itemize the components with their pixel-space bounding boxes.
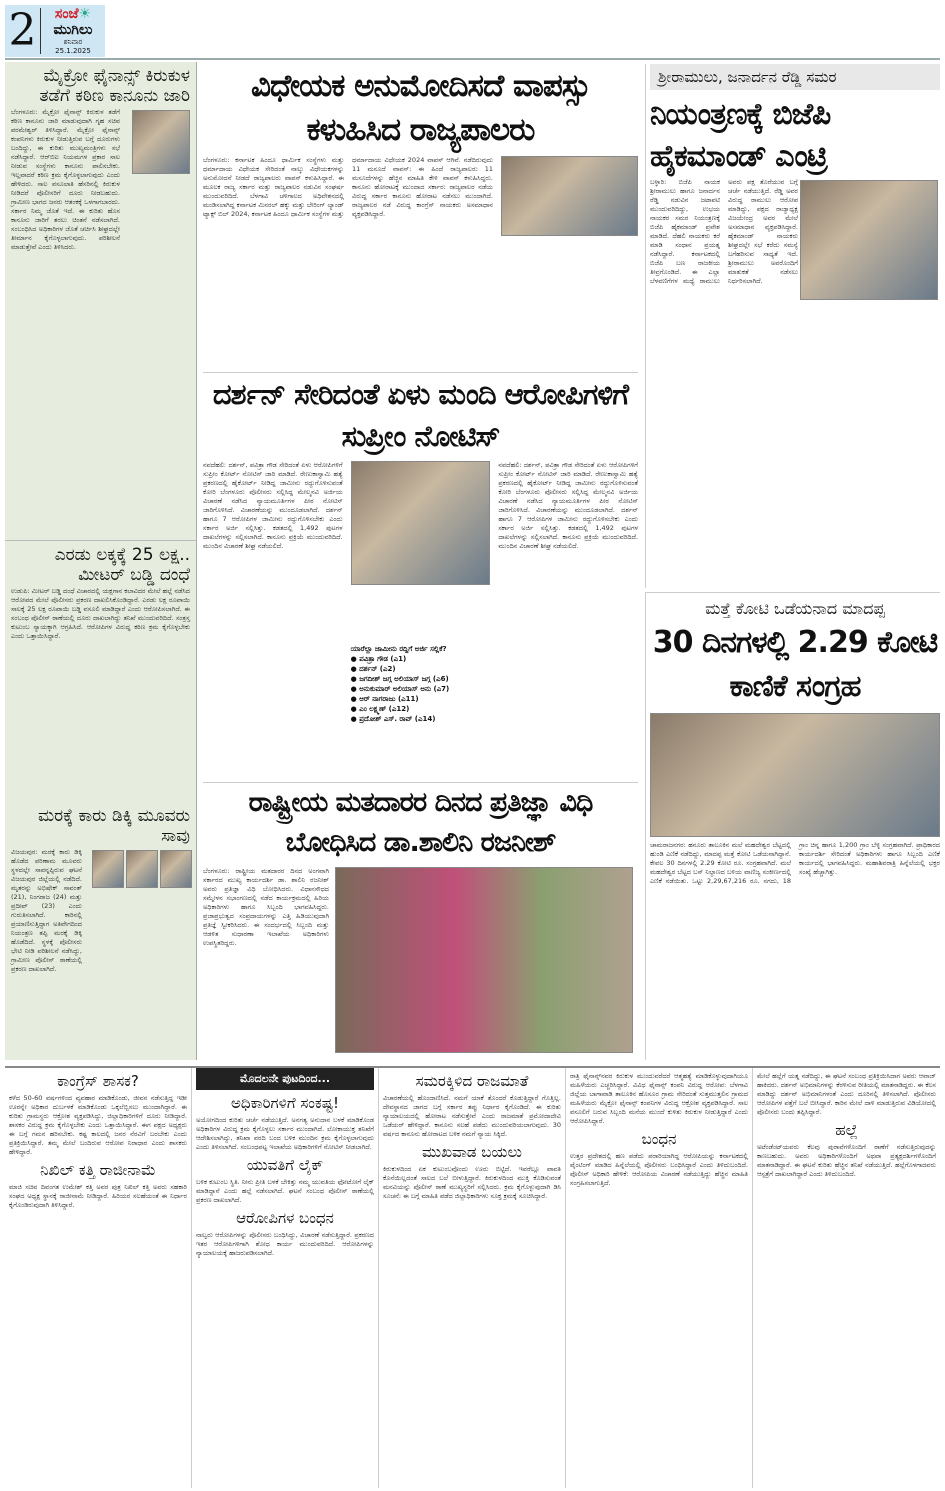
headline: ಮೈಕ್ರೋ ಫೈನಾನ್ಸ್ ಕಿರುಕುಳ ತಡೆಗೆ ಕಠಿಣ ಕಾನೂನು ಜಾರಿ (39, 66, 190, 106)
article-body: ನವದೆಹಲಿ: ದರ್ಶನ್, ಪವಿತ್ರಾ ಗೌಡ ಸೇರಿದಂತೆ ಏಳು ಆರೋಪಿಗಳಿಗೆ ಸುಪ್ರೀಂ ಕೋರ್ಟ್ ನೋಟಿಸ್ ಜಾರಿ ಮಾಡಿದೆ. ರೇಣುಕಾಸ್ವಾಮಿ ಹತ್ಯೆ ಪ್ರಕರಣದಲ್ಲಿ ಹೈಕೋರ್ಟ್ ನೀಡಿದ್ದ ಜಾಮೀನು ರದ್ದುಗೊಳಿಸುವಂತೆ ಕೋರಿ ಬೆಂಗಳೂರು ಪೊಲೀಸರು ಸಲ್ಲಿಸಿದ್ದ ಮೇಲ್ಮನವಿ ಅರ್ಜಿಯ ವಿಚಾರಣೆ ನಡೆಸಿದ ನ್ಯಾಯಮೂರ್ತಿಗಳ ಪೀಠ ನೋಟಿಸ್ ಜಾರಿಗೊಳಿಸಿದೆ. ವಿಚಾರಣೆಯನ್ನು ಮುಂದೂಡಲಾಗಿದೆ. ದರ್ಶನ್ ಹಾಗೂ 7 ಆರೋಪಿಗಳ ಜಾಮೀನು ರದ್ದುಗೊಳಿಸಬೇಕು ಎಂದು ಸರ್ಕಾರ ಅರ್ಜಿ ಸಲ್ಲಿಸಿತ್ತು. ಕಡತದಲ್ಲಿ 1,492 ಪುಟಗಳ ದಾಖಲೆಗಳನ್ನು ಸಲ್ಲಿಸಲಾಗಿದೆ. ಕಾನೂನು ಪ್ರಕ್ರಿಯೆ ಮುಂದುವರಿದಿದೆ. ಮುಂದಿನ ವಿಚಾರಣೆ ಶೀಘ್ರ ನಡೆಯಲಿದೆ. (203, 461, 343, 550)
article-body: ನಾಲ್ವರು ಆರೋಪಿಗಳನ್ನು ಪೊಲೀಸರು ಬಂಧಿಸಿದ್ದು, ವಿಚಾರಣೆ ನಡೆಸುತ್ತಿದ್ದಾರೆ. ಪ್ರಕರಣದ ಇತರ ಆರೋಪಿಗಳಿಗಾಗಿ ಶೋಧ ಕಾರ್ಯ ಮುಂದುವರಿದಿದೆ. ಆರೋಪಿಗಳನ್ನು ನ್ಯಾಯಾಲಯಕ್ಕೆ ಹಾಜರುಪಡಿಸಲಾಗಿದೆ. (196, 1231, 374, 1257)
article-voters-day (203, 782, 638, 1060)
article-body: ಬೆಂಗಳೂರು: ರಾಷ್ಟ್ರೀಯ ಮತದಾರರ ದಿನದ ಅಂಗವಾಗಿ ಸರ್ಕಾರದ ಮುಖ್ಯ ಕಾರ್ಯದರ್ಶಿ ಡಾ. ಶಾಲಿನಿ ರಜನೀಶ್ ಅವರು ಪ್ರತಿಜ್ಞಾ ವಿಧಿ ಬೋಧಿಸಿದರು. ವಿಧಾನಸೌಧದ ಸಮ್ಮೇಳನ ಸಭಾಂಗಣದಲ್ಲಿ ನಡೆದ ಕಾರ್ಯಕ್ರಮದಲ್ಲಿ ಹಿರಿಯ ಅಧಿಕಾರಿಗಳು ಹಾಗೂ ಸಿಬ್ಬಂದಿ ಭಾಗವಹಿಸಿದ್ದರು. ಪ್ರಜಾಪ್ರಭುತ್ವದ ಸಂಪ್ರದಾಯಗಳನ್ನು ಎತ್ತಿ ಹಿಡಿಯುವುದಾಗಿ ಪ್ರತಿಜ್ಞೆ ಸ್ವೀಕರಿಸಿದರು. ಈ ಸಂದರ್ಭದಲ್ಲಿ ಸಿಬ್ಬಂದಿ ಮತ್ತು ಆಡಳಿತ ಸುಧಾರಣಾ ಇಲಾಖೆಯ ಅಧಿಕಾರಿಗಳು ಉಪಸ್ಥಿತರಿದ್ದರು. (203, 867, 329, 947)
kicker: ಶ್ರೀರಾಮುಲು, ಜನಾರ್ದನ ರೆಡ್ಡಿ ಸಮರ (650, 64, 940, 90)
day: ಶನಿವಾರ (63, 38, 83, 46)
header-rule (5, 58, 940, 60)
bottom-section (5, 1066, 940, 1488)
headline: ಎರಡು ಲಕ್ಕಕ್ಕೆ 25 ಲಕ್ಷ.. ಮೀಟರ್ ಬಡ್ಡಿ ದಂಧೆ (54, 545, 190, 585)
article-meter-interest (5, 540, 196, 802)
article-body: ಚಾಮರಾಜನಗರ: ಹನೂರು ತಾಲೂಕಿನ ಮಲೆ ಮಹದೇಶ್ವರ ಬೆಟ್ಟದಲ್ಲಿ ಹುಂಡಿ ಎಣಿಕೆ ನಡೆದಿದ್ದು, ಮಾದಪ್ಪ ಮತ್ತೆ ಕೋಟಿ ಒಡೆಯನಾಗಿದ್ದಾನೆ. ಕೇವಲ 30 ದಿನಗಳಲ್ಲಿ 2.29 ಕೋಟಿ ರೂ. ಸಂಗ್ರಹವಾಗಿದೆ. ಮಲೆ ಮಹದೇಶ್ವರ ಬೆಟ್ಟದ ಬಸ್ ನಿಲ್ದಾಣದ ಬಳಿಯ ವಾಣಿಜ್ಯ ಸಂಕೀರ್ಣದಲ್ಲಿ ಎಣಿಕೆ ನಡೆಯಿತು. ಒಟ್ಟು 2,29,67,216 ರೂ. ನಗದು, 18 ಗ್ರಾಂ ಚಿನ್ನ ಹಾಗೂ 1,200 ಗ್ರಾಂ ಬೆಳ್ಳಿ ಸಂಗ್ರಹವಾಗಿದೆ. ಪ್ರಾಧಿಕಾರದ ಕಾರ್ಯದರ್ಶಿ ಸೇರಿದಂತೆ ಅಧಿಕಾರಿಗಳು ಹಾಗೂ ಸಿಬ್ಬಂದಿ ಎಣಿಕೆ ಕಾರ್ಯದಲ್ಲಿ ಭಾಗವಹಿಸಿದ್ದರು. ಮಹಾಶಿವರಾತ್ರಿ ಹಿನ್ನೆಲೆಯಲ್ಲಿ ಭಕ್ತರ ಸಂಖ್ಯೆ ಹೆಚ್ಚಾಗಿತ್ತು. (650, 841, 940, 885)
continued-banner: ಮೊದಲನೇ ಪುಟದಿಂದ... (196, 1068, 374, 1090)
accused-list (351, 654, 491, 724)
subhead: ಸಮರಕ್ಕಿಳಿದ ರಾಜಮಾತೆ (415, 1072, 529, 1090)
lead-headline: ವಿಧೇಯಕ ಅನುಮೋದಿಸದೆ ವಾಪಸ್ಸು ಕಳುಹಿಸಿದ ರಾಜ್ಯಪಾಲರು (250, 68, 591, 148)
article-body-continued: ನವದೆಹಲಿ: ದರ್ಶನ್, ಪವಿತ್ರಾ ಗೌಡ ಸೇರಿದಂತೆ ಏಳು ಆರೋಪಿಗಳಿಗೆ ಸುಪ್ರೀಂ ಕೋರ್ಟ್ ನೋಟಿಸ್ ಜಾರಿ ಮಾಡಿದೆ. ರೇಣುಕಾಸ್ವಾಮಿ ಹತ್ಯೆ ಪ್ರಕರಣದಲ್ಲಿ ಹೈಕೋರ್ಟ್ ನೀಡಿದ್ದ ಜಾಮೀನು ರದ್ದುಗೊಳಿಸುವಂತೆ ಕೋರಿ ಬೆಂಗಳೂರು ಪೊಲೀಸರು ಸಲ್ಲಿಸಿದ್ದ ಮೇಲ್ಮನವಿ ಅರ್ಜಿಯ ವಿಚಾರಣೆ ನಡೆಸಿದ ನ್ಯಾಯಮೂರ್ತಿಗಳ ಪೀಠ ನೋಟಿಸ್ ಜಾರಿಗೊಳಿಸಿದೆ. ವಿಚಾರಣೆಯನ್ನು ಮುಂದೂಡಲಾಗಿದೆ. ದರ್ಶನ್ ಹಾಗೂ 7 ಆರೋಪಿಗಳ ಜಾಮೀನು ರದ್ದುಗೊಳಿಸಬೇಕು ಎಂದು ಸರ್ಕಾರ ಅರ್ಜಿ ಸಲ್ಲಿಸಿತ್ತು. ಕಡತದಲ್ಲಿ 1,492 ಪುಟಗಳ ದಾಖಲೆಗಳನ್ನು ಸಲ್ಲಿಸಲಾಗಿದೆ. ಕಾನೂನು ಪ್ರಕ್ರಿಯೆ ಮುಂದುವರಿದಿದೆ. ಮುಂದಿನ ವಿಚಾರಣೆ ಶೀಘ್ರ ನಡೆಯಲಿದೆ. (498, 461, 638, 550)
article-microfinance (5, 62, 196, 540)
headline: 30 ದಿನಗಳಲ್ಲಿ 2.29 ಕೋಟಿ ಕಾಣಿಕೆ ಸಂಗ್ರಹ (652, 625, 938, 704)
subhead: ನಿಖಿಲ್ ಕತ್ತಿ ರಾಜೀನಾಮೆ (40, 1161, 156, 1179)
article-body: ವಿಜಯಪುರ: ಮರಕ್ಕೆ ಕಾರು ಡಿಕ್ಕಿ ಹೊಡೆದ ಪರಿಣಾಮ ಮೂವರು ಸ್ಥಳದಲ್ಲೇ ಸಾವನ್ನಪ್ಪಿರುವ ಘಟನೆ ವಿಜಯಪುರ ಜಿಲ್ಲೆಯಲ್ಲಿ ನಡೆದಿದೆ. ಮೃತರನ್ನು ಅಭಿಷೇಕ್ ಸಾವಂತ್ (21), ನಿಂಗರಾಜ (24) ಮತ್ತು ಪ್ರದೀಪ್ (23) ಎಂದು ಗುರುತಿಸಲಾಗಿದೆ. ಕಾರಿನಲ್ಲಿ ಪ್ರಯಾಣಿಸುತ್ತಿದ್ದಾಗ ಅತಿವೇಗದಿಂದ ನಿಯಂತ್ರಣ ತಪ್ಪಿ ಮರಕ್ಕೆ ಡಿಕ್ಕಿ ಹೊಡೆದಿದೆ. ಸ್ಥಳಕ್ಕೆ ಪೊಲೀಸರು ಭೇಟಿ ನೀಡಿ ಪರಿಶೀಲನೆ ನಡೆಸಿದ್ದು, ಗ್ರಾಮೀಣ ಪೊಲೀಸ್ ಠಾಣೆಯಲ್ಲಿ ಪ್ರಕರಣ ದಾಖಲಾಗಿದೆ. (11, 848, 82, 973)
list-item: ● ದರ್ಶನ್ (ಎ2) (351, 664, 491, 674)
victim-photo (160, 850, 192, 888)
article-body: ಮೇಲೆ ಹಲ್ಲೆಗೆ ಯತ್ನ ನಡೆದಿದ್ದು, ಈ ಘಟನೆ ಸಂಬಂಧ ಪ್ರತಿಕ್ರಿಯಿಸಿದಾಗ ಅವರು ಆವಾಜ್ ಹಾಕಿದರು. ದರ್ಶನ್ ಅಭಿಮಾನಿಗಳನ್ನು ಕೆರಳಿಸುವ ರೀತಿಯಲ್ಲಿ ಮಾತನಾಡಿದ್ದರು. ಈ ಕೆಲಸ ಮಾಡಿದ್ದು ದರ್ಶನ್ ಅಭಿಮಾನಿಗಳಂತೆ ಎಂದು ದೂರಿನಲ್ಲಿ ತಿಳಿಸಲಾಗಿದೆ. ಪೊಲೀಸರು ಆರೋಪಿಗಳ ಪತ್ತೆಗೆ ಬಲೆ ಬೀಸಿದ್ದಾರೆ. ಕಾರಿನ ಮೇಲೆ ದಾಳಿ ಮಾಡುತ್ತಿರುವ ವಿಡಿಯೋದಲ್ಲಿ ಪೊಲೀಸರು ಬಂದು ತಪ್ಪಿಸಿದ್ದಾರೆ. (757, 1072, 936, 1116)
palm-tree-icon: ☀ (78, 6, 92, 22)
subhead: ಅಧಿಕಾರಿಗಳಿಗೆ ಸಂಕಷ್ಟ! (231, 1094, 339, 1112)
article-body: ಅಯೋಗದಿಂದ ಕುರಿತು ಚರ್ಚೆ ನಡೆಯುತ್ತಿದೆ. ಅನಗತ್ಯ ಅನುದಾನ ಬಳಕೆ ಮಾಡಿಕೊಂಡ ಅಧಿಕಾರಿಗಳ ವಿರುದ್ಧ ಕ್ರಮ ಕೈಗೊಳ್ಳಲು ಸರ್ಕಾರ ಮುಂದಾಗಿದೆ. ಲೋಕಾಯುಕ್ತ ತನಿಖೆಗೆ ಆದೇಶಿಸಲಾಗಿದ್ದು, ತನಿಖಾ ವರದಿ ಬಂದ ಬಳಿಕ ಮುಂದಿನ ಕ್ರಮ ಕೈಗೊಳ್ಳಲಾಗುವುದು ಎಂದು ತಿಳಿಸಲಾಗಿದೆ. ಸಂಬಂಧಪಟ್ಟ ಇಲಾಖೆಯ ಅಧಿಕಾರಿಗಳಿಗೆ ನೋಟಿಸ್ ನೀಡಲಾಗಿದೆ. (196, 1116, 374, 1151)
article-body: ರಾತ್ರಿ ಫೈನಾನ್ಸ್‌ನವರ ಕಿರುಕುಳ ಮುಂದುವರೆದರೆ ಆತ್ಮಹತ್ಯೆ ಮಾಡಿಕೊಳ್ಳುವುದಾಗಿಯೂ ಮಹಿಳೆಯರು ಎಚ್ಚರಿಸಿದ್ದಾರೆ. ವಿವಿಧ ಫೈನಾನ್ಸ್ ಕಂಪನಿ ವಿರುದ್ಧ ಆರೋಪ: ಬೆಳಗಾವಿ ಜಿಲ್ಲೆಯ ಬಾಗಾವಾಡಿ ತಾಲೂಕಿನ ಹೊಸೂರ ಗ್ರಾಮ ಸೇರಿದಂತೆ ಸುತ್ತಮುತ್ತಲಿನ ಗ್ರಾಮದ ಮಹಿಳೆಯರು ಮೈಕ್ರೋ ಫೈನಾನ್ಸ್ ಕಂಪನಿಗಳ ವಿರುದ್ಧ ಆಕ್ರೋಶ ವ್ಯಕ್ತಪಡಿಸಿದ್ದಾರೆ. ಸಾಲ ವಸೂಲಿಗೆ ಬರುವ ಸಿಬ್ಬಂದಿ ಮನೆಯ ಮುಂದೆ ಕುಳಿತು ಕಿರುಕುಳ ನೀಡುತ್ತಿದ್ದಾರೆ ಎಂದು ಆರೋಪಿಸಿದ್ದಾರೆ. (570, 1072, 748, 1125)
headline: ಮರಕ್ಕೆ ಕಾರು ಡಿಕ್ಕಿ ಮೂವರು ಸಾವು (38, 806, 190, 846)
left-column (5, 62, 197, 1060)
article-body: ಉತ್ತರ ಪ್ರದೇಶದಲ್ಲಿ ಹಣ ಪಡೆದು ಪರಾರಿಯಾಗಿದ್ದ ಆರೋಪಿಯನ್ನು ಕರ್ನಾಟಕದಲ್ಲಿ ಪೈಂಟಿಂಗ್ ಮಾಡಿದ ಹಿನ್ನೆಲೆಯಲ್ಲಿ ಪೊಲೀಸರು ಬಂಧಿಸಿದ್ದಾರೆ ಎಂದು ತಿಳಿದುಬಂದಿದೆ. ಪೊಲೀಸ್ ಅಧಿಕಾರಿ ಹೇಳಿಕೆ: ಆರೋಪಿಯ ವಿಚಾರಣೆ ನಡೆಯುತ್ತಿದ್ದು ಹೆಚ್ಚಿನ ಮಾಹಿತಿ ಸಂಗ್ರಹಿಸಲಾಗುತ್ತಿದೆ. (570, 1152, 748, 1187)
logo-part2: ಮುಗಿಲು (53, 22, 93, 38)
bottom-column-2 (192, 1068, 379, 1488)
article-car-accident (5, 802, 196, 1060)
article-darshan (203, 372, 638, 776)
bottom-column-4 (566, 1068, 753, 1488)
article-body: ಅಟೆಂಡೆಂಟ್‌ಯವರು ಕೆಲವು ಪುರಾವೆಗಳೊಂದಿಗೆ ಠಾಣೆಗೆ ನಡೆಸುತ್ತಿರುವುದನ್ನು ಕಾಣಬಹುದು. ಅವರು ಅಧಿಕಾರಿಗಳೊಂದಿಗೆ ಅಥವಾ ಪ್ರತ್ಯಕ್ಷದರ್ಶಿಗಳೊಂದಿಗೆ ಮಾತನಾಡಿದ್ದಾರೆ. ಈ ಘಟನೆ ಕುರಿತು ಹೆಚ್ಚಿನ ತನಿಖೆ ನಡೆಯುತ್ತಿದೆ. ಹಲ್ಲೆಗೊಳಗಾದವರು ಆಸ್ಪತ್ರೆಗೆ ದಾಖಲಾಗಿದ್ದಾರೆ ಎಂದು ತಿಳಿದುಬಂದಿದೆ. (757, 1143, 936, 1178)
bottom-column-5 (753, 1068, 940, 1488)
masthead (5, 5, 105, 57)
subhead: ಕಾಂಗ್ರೆಸ್ ಶಾಸಕ? (57, 1072, 139, 1090)
photo-hundi-counting (650, 713, 940, 837)
article-body: ಬೆಂಗಳೂರು: ಕರ್ನಾಟಕ ಹಿಂದೂ ಧಾರ್ಮಿಕ ಸಂಸ್ಥೆಗಳು ಮತ್ತು ಧರ್ಮಾದಾಯ ವಿಧೇಯಕ ಸೇರಿದಂತೆ ನಾಲ್ಕು ವಿಧೇಯಕಗಳನ್ನು ಅನುಮೋದನೆ ನೀಡದೆ ರಾಜ್ಯಪಾಲರು ವಾಪಸ್ ಕಳುಹಿಸಿದ್ದಾರೆ. ಈ ಮೂಲಕ ರಾಜ್ಯ ಸರ್ಕಾರ ಮತ್ತು ರಾಜ್ಯಪಾಲರ ನಡುವಿನ ಸಂಘರ್ಷ ಮುಂದುವರಿದಿದೆ. ಬೆಳಗಾವಿ ಚಳಿಗಾಲದ ಅಧಿವೇಶನದಲ್ಲಿ ಮಂಡಿಸಲಾಗಿದ್ದ ಕರ್ನಾಟಕ ಮಿನರಲ್ ಹಕ್ಕು ಮತ್ತು ಬೇರಿಂಗ್ ಲ್ಯಾಂಡ್ ಟ್ಯಾಕ್ಸ್ ಬಿಲ್ 2024, ಕರ್ನಾಟಕ ಹಿಂದೂ ಧಾರ್ಮಿಕ ಸಂಸ್ಥೆಗಳ ಮತ್ತು ಧರ್ಮಾದಾಯ ವಿಧೇಯಕ 2024 ವಾಪಸ್ ಆಗಿವೆ. ನಡೆದಿರುವುದು 11 ಮಸೂದೆ ವಾಪಸ್: ಈ ಹಿಂದೆ ರಾಜ್ಯಪಾಲರು 11 ಮಸೂದೆಗಳನ್ನು ಹೆಚ್ಚಿನ ಮಾಹಿತಿ ಕೇಳಿ ವಾಪಸ್ ಕಳುಹಿಸಿದ್ದರು. ಕಾನೂನು ಹೋರಾಟಕ್ಕೆ ಮುಂದಾದ ಸರ್ಕಾರ: ರಾಜ್ಯಪಾಲರ ನಡೆಯ ವಿರುದ್ಧ ಸರ್ಕಾರ ಕಾನೂನು ಹೋರಾಟ ನಡೆಸಲು ಮುಂದಾಗಿದೆ. ರಾಜ್ಯಪಾಲರ ನಡೆ ವಿರುದ್ಧ ಕಾಂಗ್ರೆಸ್ ನಾಯಕರು ಅಸಮಾಧಾನ ವ್ಯಕ್ತಪಡಿಸಿದ್ದಾರೆ. (203, 156, 493, 218)
page-number: 2 (5, 8, 41, 54)
headline: ದರ್ಶನ್ ಸೇರಿದಂತೆ ಏಳು ಮಂದಿ ಆರೋಪಿಗಳಿಗೆ ಸುಪ್ರೀಂ ನೋಟಿಸ್ (212, 377, 629, 453)
subhead: ಹಲ್ಲೆ (835, 1121, 858, 1139)
accused-list-title: ಯಾರೆಲ್ಲಾ ಜಾಮೀನು ರದ್ದಿಗೆ ಅರ್ಜಿ ಸಲ್ಲಿಕೆ? (350, 645, 447, 653)
photo-pledge-ceremony (335, 867, 633, 1053)
subhead: ಮುಖವಾಡ ಬಯಲು (422, 1143, 522, 1161)
subhead: ಯುವತಿಗೆ ಲೈಕ್ (246, 1156, 324, 1174)
brand (41, 6, 105, 56)
bottom-column-3 (379, 1068, 566, 1488)
article-body: ಉಡುಪಿ: ಮೀಟರ್ ಬಡ್ಡಿ ದಂಧೆ ವಿಚಾರದಲ್ಲಿ ಯಕ್ಷಗಾನ ಕಲಾವಿದರ ಮೇಲೆ ಹಲ್ಲೆ ನಡೆಸಿದ ಆರೋಪದ ಮೇಲೆ ಪೊಲೀಸರು ಪ್ರಕರಣ ದಾಖಲಿಸಿಕೊಂಡಿದ್ದಾರೆ. ಎರಡು ಲಕ್ಷ ರೂಪಾಯಿ ಸಾಲಕ್ಕೆ 25 ಲಕ್ಷ ರೂಪಾಯಿ ಬಡ್ಡಿ ವಸೂಲಿ ಮಾಡಿದ್ದಾರೆ ಎಂದು ಆರೋಪಿಸಲಾಗಿದೆ. ಈ ಸಂಬಂಧ ಪೊಲೀಸ್ ಠಾಣೆಯಲ್ಲಿ ದೂರು ದಾಖಲಾಗಿದ್ದು ತನಿಖೆ ಮುಂದುವರಿದಿದೆ. ಸಂತ್ರಸ್ತ ಕುಟುಂಬ ನ್ಯಾಯಕ್ಕಾಗಿ ಆಗ್ರಹಿಸಿದೆ. ಆರೋಪಿಗಳ ವಿರುದ್ಧ ಕಠಿಣ ಕ್ರಮ ಕೈಗೊಳ್ಳಬೇಕು ಎಂದು ಒತ್ತಾಯಿಸಿದ್ದಾರೆ. (11, 587, 190, 640)
article-sriramulu (645, 64, 940, 588)
lead-article (203, 64, 638, 368)
list-item: ● ಎಂ ಲಕ್ಷ್ಮಣ್ (ಎ12) (351, 704, 491, 714)
subhead: ಬಂಧನ (641, 1130, 677, 1148)
list-item: ● ಅನುಕುಮಾರ್ ಅಲಿಯಾಸ್ ಅನು (ಎ7) (351, 684, 491, 694)
subhead: ಆರೋಪಿಗಳ ಬಂಧನ (236, 1209, 334, 1227)
bottom-column-1 (5, 1068, 192, 1488)
photo-sriramulu (800, 180, 938, 300)
article-body: ಬಳಿಕ ಕುಟುಂಬ ಸ್ಥಿತಿ. ನೀನು ಪ್ರೀತಿ ಬಳಕೆ ಬೇಕಿತ್ತು ನಮ್ಮ ಯುವತಿಯ ಫೋಟೋಗೆ ಲೈಕ್ ಮಾಡಿದ್ದಾನೆ ಎಂದು ಹಲ್ಲೆ ನಡೆಸಲಾಗಿದೆ. ಘಟನೆ ಸಂಬಂಧ ಪೊಲೀಸ್ ಠಾಣೆಯಲ್ಲಿ ಪ್ರಕರಣ ದಾಖಲಾಗಿದೆ. (196, 1178, 374, 1204)
list-item: ● ಆರ್ ನಾಗರಾಜು (ಎ11) (351, 694, 491, 704)
photo-darshan-pavithra (351, 461, 491, 585)
list-item: ● ಜಗದೀಶ್ ಜಗ್ಗ ಅಲಿಯಾಸ್ ಜಗ್ಗ (ಎ6) (351, 674, 491, 684)
victim-photos (92, 850, 192, 888)
article-body: ಬೆಂಗಳೂರು: ಮೈಕ್ರೋ ಫೈನಾನ್ಸ್ ಕಿರುಕುಳ ತಡೆಗೆ ಕಠಿಣ ಕಾನೂನು ಜಾರಿ ಮಾಡುವುದಾಗಿ ಗೃಹ ಸಚಿವ ಪರಮೇಶ್ವರ್ ತಿಳಿಸಿದ್ದಾರೆ. ಮೈಕ್ರೋ ಫೈನಾನ್ಸ್ ಕಂಪನಿಗಳು ಕಿರುಕುಳ ನೀಡುತ್ತಿರುವ ಬಗ್ಗೆ ದೂರುಗಳು ಬಂದಿದ್ದು, ಈ ಕುರಿತು ಮುಖ್ಯಮಂತ್ರಿಗಳು ಸಭೆ ನಡೆಸಿದ್ದಾರೆ. ಆರ್‌ಬಿಐ ನಿಯಮಗಳ ಪ್ರಕಾರ ಸಾಲ ನೀಡುವ ಸಂಸ್ಥೆಗಳು ಕಾನೂನು ಪಾಲಿಸಬೇಕು. ಇಲ್ಲವಾದರೆ ಕಠಿಣ ಕ್ರಮ ಕೈಗೊಳ್ಳಲಾಗುವುದು ಎಂದು ಹೇಳಿದರು. ಸಾಲ ವಸೂಲಾತಿ ಹೆಸರಿನಲ್ಲಿ ಕಿರುಕುಳ ನೀಡಿದರೆ ಪೊಲೀಸರಿಗೆ ದೂರು ನೀಡಬಹುದು. ಗ್ರಾಮೀಣ ಭಾಗದ ಜನರು ಆತಂಕಕ್ಕೆ ಒಳಗಾಗಬಾರದು. ಸರ್ಕಾರ ನಿಮ್ಮ ಜೊತೆ ಇದೆ. ಈ ಕುರಿತು ಹೊಸ ಕಾನೂನು ಜಾರಿಗೆ ತರಲು ಚಿಂತನೆ ನಡೆಸಲಾಗಿದೆ. ಸಂಬಂಧಿಸಿದ ಅಧಿಕಾರಿಗಳ ಜೊತೆ ಚರ್ಚಿಸಿ ಶೀಘ್ರದಲ್ಲೇ ತೀರ್ಮಾನ ಕೈಗೊಳ್ಳಲಾಗುವುದು. ಪರಿಶೀಲನೆ ಮಾಡುತ್ತೇವೆ ಎಂದು ತಿಳಿಸಿದರು. (11, 108, 120, 251)
headline: ರಾಷ್ಟ್ರೀಯ ಮತದಾರರ ದಿನದ ಪ್ರತಿಜ್ಞಾ ವಿಧಿ ಬೋಧಿಸಿದ ಡಾ.ಶಾಲಿನಿ ರಜನೀಶ್ (248, 787, 593, 858)
article-body: ಮಾಜಿ ಸಚಿವ ದಿವಂಗತ ಉಮೇಶ್ ಕತ್ತಿ ಅವರ ಪುತ್ರ ನಿಖಿಲ್ ಕತ್ತಿ ಅವರು ಸಹಕಾರಿ ಸಂಘದ ಅಧ್ಯಕ್ಷ ಸ್ಥಾನಕ್ಕೆ ರಾಜೀನಾಮೆ ನೀಡಿದ್ದಾರೆ. ಹಿರಿಯರ ಸಲಹೆಯಂತೆ ಈ ನಿರ್ಧಾರ ಕೈಗೊಂಡಿರುವುದಾಗಿ ತಿಳಿಸಿದ್ದಾರೆ. (9, 1183, 187, 1209)
date: 25.1.2025 (55, 47, 91, 55)
article-body: ಬಳ್ಳಾರಿ: ಬಿಜೆಪಿ ನಾಯಕ ಶ್ರೀರಾಮುಲು ಹಾಗೂ ಜನಾರ್ದನ ರೆಡ್ಡಿ ನಡುವಿನ ಜಟಾಪಟಿ ಮುಂದುವರಿದಿದ್ದು, ಉಭಯ ನಾಯಕರ ಸಮರ ನಿಯಂತ್ರಣಕ್ಕೆ ಬಿಜೆಪಿ ಹೈಕಮಾಂಡ್ ಪ್ರವೇಶ ಮಾಡಿದೆ. ದೆಹಲಿ ನಾಯಕರು ಕರೆ ಮಾಡಿ ಸಂಧಾನ ಪ್ರಯತ್ನ ನಡೆಸಿದ್ದಾರೆ. ಕರ್ನಾಟಕದಲ್ಲಿ ಬಿಜೆಪಿ ಬಣ ರಾಜಕೀಯ ತೀವ್ರಗೊಂಡಿದೆ. ಈ ಎಲ್ಲಾ ಬೆಳವಣಿಗೆಗಳ ಮಧ್ಯೆ ರಾಮುಲು ಅವರು ಪಕ್ಷ ತೊರೆಯುವ ಬಗ್ಗೆ ಚರ್ಚೆ ನಡೆಯುತ್ತಿದೆ. ರೆಡ್ಡಿ ಅವರ ವಿರುದ್ಧ ರಾಮುಲು ಆರೋಪ ಮಾಡಿದ್ದು, ಪಕ್ಷದ ರಾಜ್ಯಾಧ್ಯಕ್ಷ ವಿಜಯೇಂದ್ರ ಅವರ ಮೇಲೆ ಅಸಮಾಧಾನ ವ್ಯಕ್ತಪಡಿಸಿದ್ದಾರೆ. ಹೈಕಮಾಂಡ್ ನಾಯಕರು ಶೀಘ್ರದಲ್ಲೇ ಸಭೆ ಕರೆದು ಸಮಸ್ಯೆ ಬಗೆಹರಿಸುವ ಸಾಧ್ಯತೆ ಇದೆ. ಶ್ರೀರಾಮುಲು ಅವರೊಂದಿಗೆ ಮಾತುಕತೆ ನಡೆಸಲು ನಿರ್ಧರಿಸಲಾಗಿದೆ. (650, 178, 798, 285)
kicker: ಮತ್ತೆ ಕೋಟಿ ಒಡೆಯನಾದ ಮಾದಪ್ಪ (705, 599, 885, 618)
article-madappa (645, 592, 940, 1060)
list-item: ● ಪ್ರದೋಶ್ ಎಸ್. ರಾವ್ (ಎ14) (351, 714, 491, 724)
victim-photo (92, 850, 124, 888)
photo-cm-governor (501, 156, 638, 236)
victim-photo (126, 850, 158, 888)
logo-part1: ಸಂಜೆ (54, 6, 79, 22)
headline: ನಿಯಂತ್ರಣಕ್ಕೆ ಬಿಜೆಪಿ ಹೈಕಮಾಂಡ್ ಎಂಟ್ರಿ (650, 97, 831, 174)
list-item: ● ಪವಿತ್ರಾ ಗೌಡ (ಎ1) (351, 654, 491, 664)
newspaper-logo (41, 6, 105, 38)
article-body: ಕಳೆದ 50-60 ವರ್ಷಗಳಿಂದ ವ್ಯವಹಾರ ಮಾಡಿಕೊಂಡು, ಜೀವನ ನಡೆಸುತ್ತಿದ್ದ ಇಡೀ ಊರನ್ನೇ ಅಧಿಕಾರ ದುರ್ಬಳಕೆ ಮಾಡಿಕೊಂಡು ಒಕ್ಕಲೆಬ್ಬಿಸಲು ಮುಂದಾಗಿದ್ದಾರೆ. ಈ ಕುರಿತು ಗ್ರಾಮಸ್ಥರು ಆಕ್ರೋಶ ವ್ಯಕ್ತಪಡಿಸಿದ್ದು, ಜಿಲ್ಲಾಧಿಕಾರಿಗಳಿಗೆ ದೂರು ನೀಡಿದ್ದಾರೆ. ಶಾಸಕರ ವಿರುದ್ಧ ಕ್ರಮ ಕೈಗೊಳ್ಳಬೇಕು ಎಂದು ಒತ್ತಾಯಿಸಿದ್ದಾರೆ. ಈಗ ಪಕ್ಷದ ಅಧ್ಯಕ್ಷರು ಈ ಬಗ್ಗೆ ಗಮನ ಹರಿಸಬೇಕು. ಕಷ್ಟ ಕಾಲದಲ್ಲಿ ಜನರ ನೆರವಿಗೆ ಬರಬೇಕು ಎಂದು ಪ್ರತಿಕ್ರಿಯಿಸಿದ್ದಾರೆ. ತಮ್ಮ ಮೇಲೆ ಬಂದಿರುವ ಆರೋಪ ನಿರಾಧಾರ ಎಂದು ಶಾಸಕರು ಹೇಳಿದ್ದಾರೆ. (9, 1094, 187, 1156)
photo-parameshwar (132, 110, 190, 174)
article-body: ಕಿರುಕುಳದಿಂದ ಏಕ ಕುಟುಂಬವೊಂದು ಊರು ಬಿಟ್ಟಿದೆ. ಇವರೆಲ್ಲೂ ಪಾವತಿ ಕೊನೆಯಿಲ್ಲದಂತೆ ಸಾಲದ ಬಲೆ ಬೀಳುತ್ತಿದ್ದಾರೆ. ಕಿರುಕುಳದಿಂದ ಮುಕ್ತಿ ಕೊಡಿಸುವಂತೆ ಮನವಿಯನ್ನು ಪೊಲೀಸ್ ಠಾಣೆ ಮುಖ್ಯಸ್ಥರಿಗೆ ಸಲ್ಲಿಸಿದರು. ಕ್ರಮ ಕೈಗೊಳ್ಳುವುದಾಗಿ ಡಿಸಿ ಸೂಚನೆ: ಈ ಬಗ್ಗೆ ಮಾಹಿತಿ ಪಡೆದ ಜಿಲ್ಲಾಧಿಕಾರಿಗಳು ಸೂಕ್ತ ಕ್ರಮಕ್ಕೆ ಸೂಚಿಸಿದ್ದಾರೆ. (383, 1165, 561, 1200)
article-body: ವಿಚಾರಣೆಯಲ್ಲಿ ಹೊಂದಾಣಿಸಿದೆ. ನಮಗೆ ಯಾಕೆ ತೊಂದರೆ ಕೊಡುತ್ತಿದ್ದಾರೆ ಗೊತ್ತಿಲ್ಲ. ದೇವಸ್ಥಾನದ ಜಾಗದ ಬಗ್ಗೆ ಸರ್ಕಾರ ತಪ್ಪು ನಿರ್ಧಾರ ಕೈಗೊಂಡಿದೆ. ಈ ಕುರಿತು ನ್ಯಾಯಾಲಯದಲ್ಲಿ ಹೋರಾಟ ನಡೆಸುತ್ತೇವೆ ಎಂದು ರಾಜಮಾತೆ ಪ್ರಮೋದಾದೇವಿ ಒಡೆಯರ್ ಹೇಳಿದ್ದಾರೆ. ಕಾನೂನು ಸಲಹೆ ಪಡೆದು ಮುಂದುವರಿಯಲಾಗುವುದು. 30 ವರ್ಷದ ಕಾನೂನು ಹೋರಾಟದ ಬಳಿಕ ನಮಗೆ ನ್ಯಾಯ ಸಿಕ್ಕಿದೆ. (383, 1094, 561, 1138)
